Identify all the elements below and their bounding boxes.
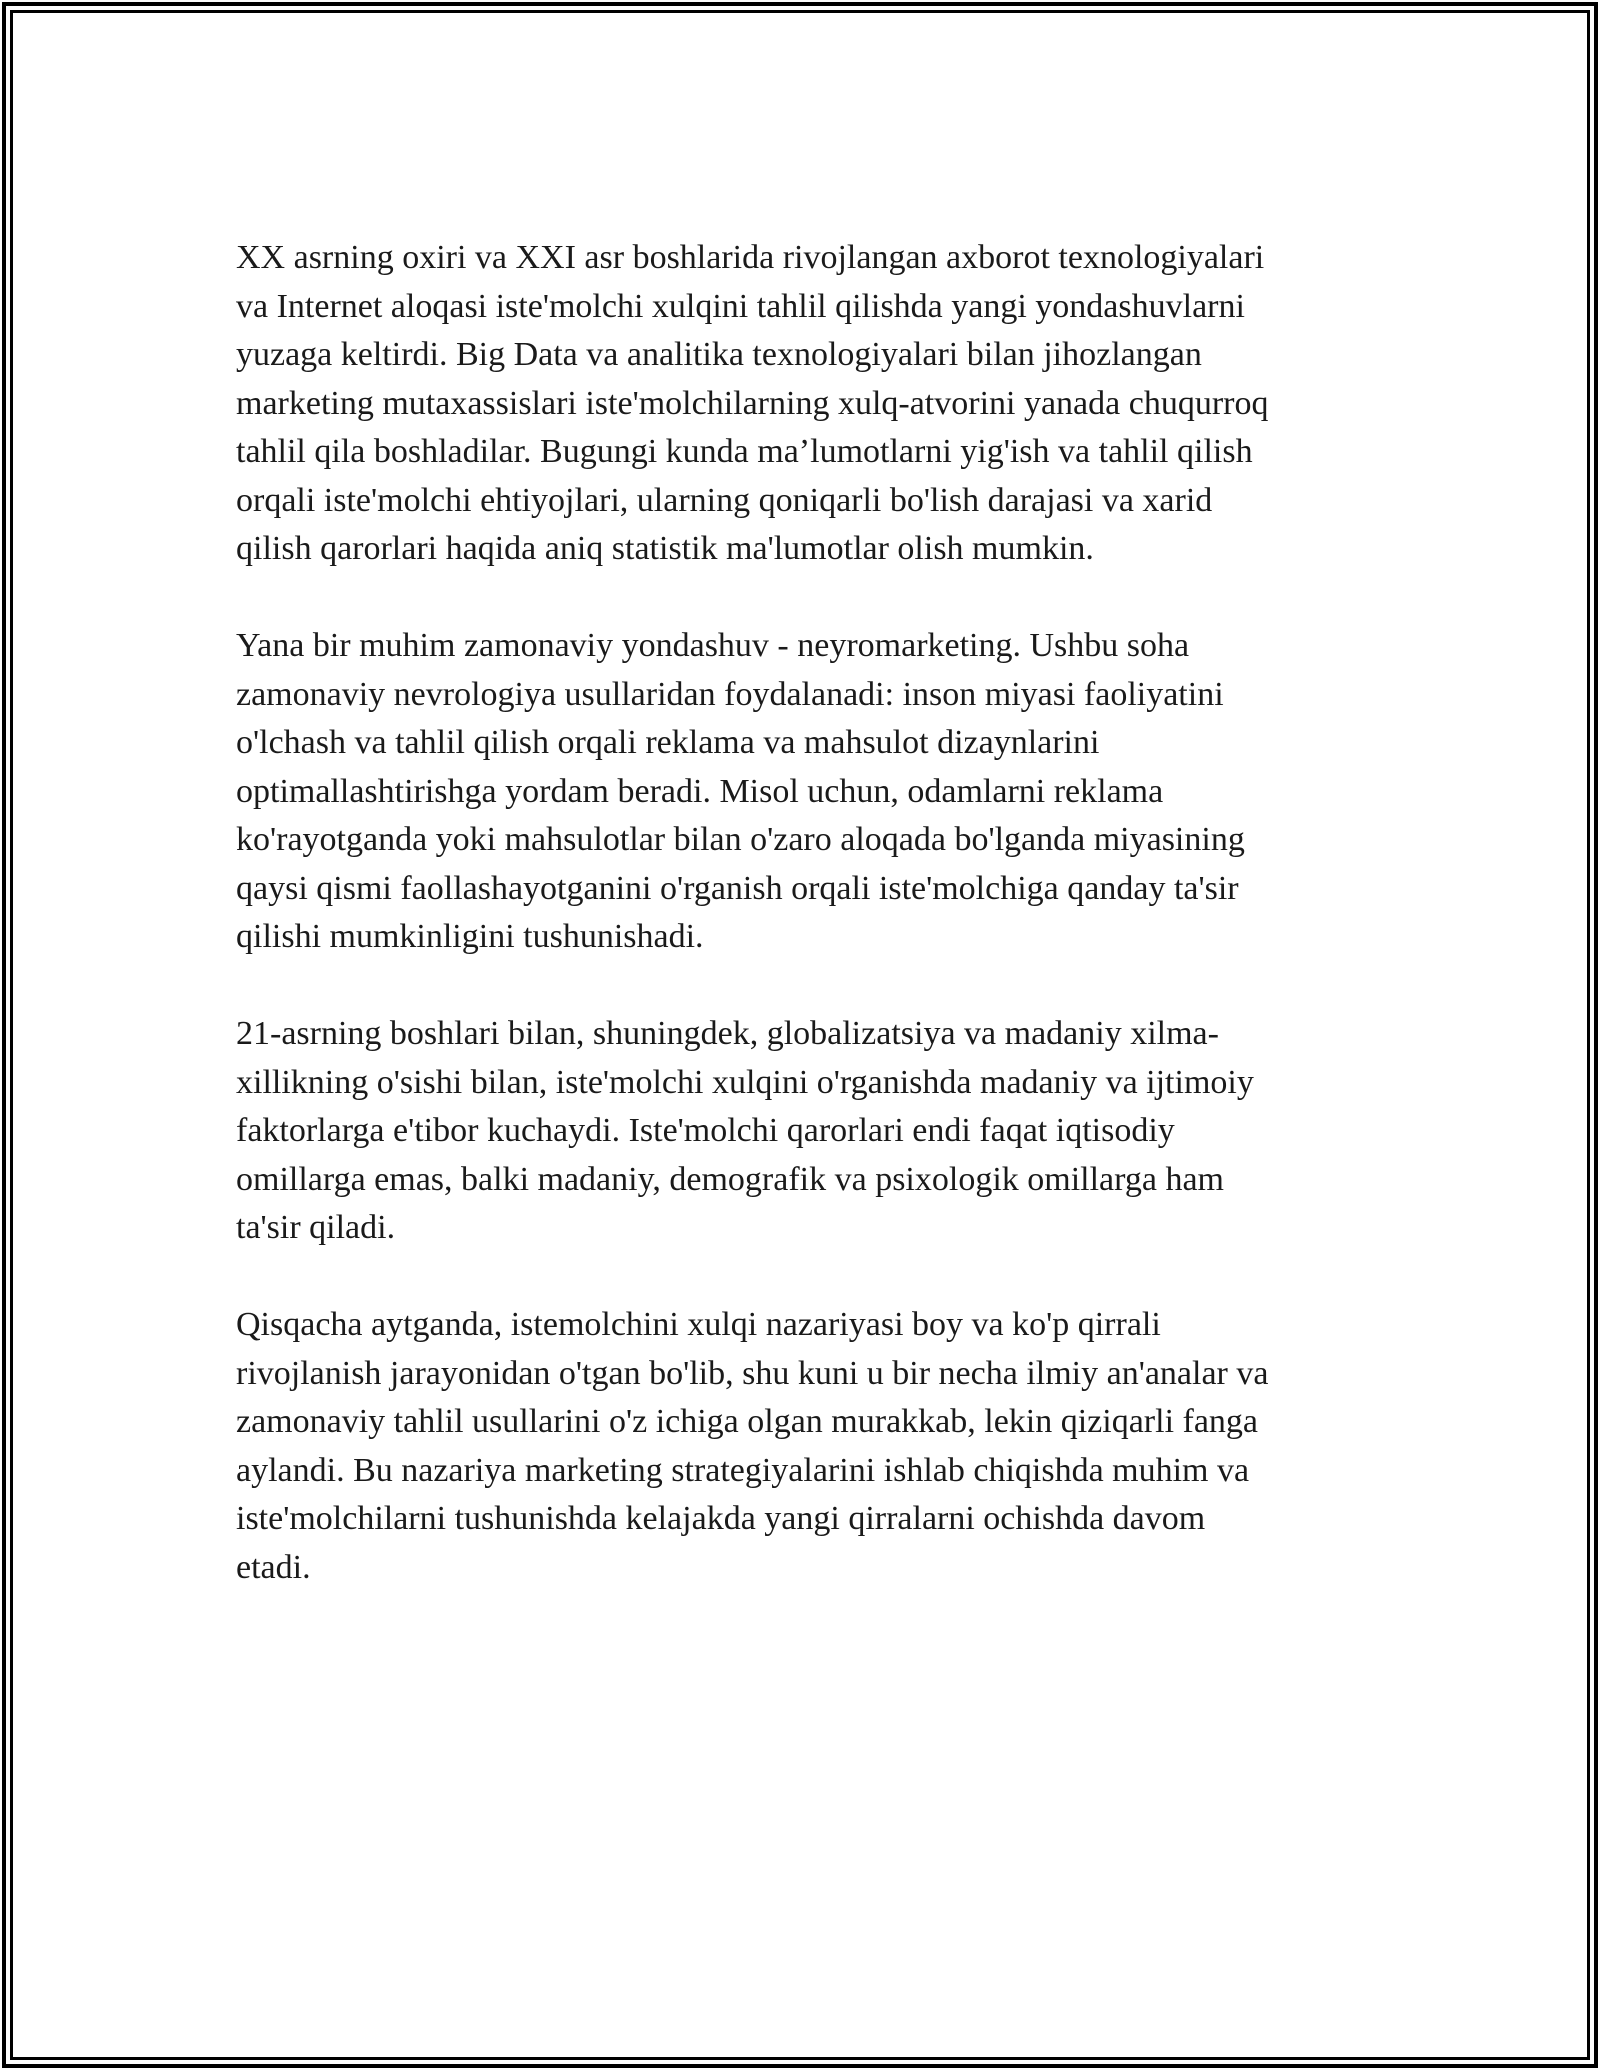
text-line: qilish qarorlari haqida aniq statistik ma'lumotlar olish mumkin. (236, 530, 1094, 567)
text-line: ta'sir qiladi. (236, 1209, 396, 1246)
text-line: optimallashtirishga yordam beradi. Misol uchun, odamlarni reklama (236, 772, 1164, 810)
text-line: zamonaviy nevrologiya usullaridan foydalanadi: inson miyasi faoliyatini (236, 675, 1224, 713)
paragraph-3 (236, 1010, 1366, 1253)
text-line: XX asrning oxiri va XXI asr boshlarida rivojlangan axborot texnologiyalari (236, 239, 1265, 276)
text-line: va Internet aloqasi iste'molchi xulqini tahlil qilishda yangi yondashuvlarni (236, 287, 1245, 325)
paragraph-2 (236, 622, 1366, 962)
text-line: qilishi mumkinligini tushunishadi. (236, 918, 704, 955)
text-line: iste'molchilarni tushunishda kelajakda yangi qirralarni ochishda davom (236, 1500, 1206, 1537)
text-line: aylandi. Bu nazariya marketing strategiyalarini ishlab chiqishda muhim va (236, 1451, 1250, 1489)
text-line: o'lchash va tahlil qilish orqali reklama va mahsulot dizaynlarini (236, 724, 1100, 761)
text-line: qaysi qismi faollashayotganini o'rganish orqali iste'molchiga qanday ta'sir (236, 869, 1239, 907)
text-line: Qisqacha aytganda, istemolchini xulqi nazariyasi boy va ko'p qirrali (236, 1306, 1161, 1343)
text-line: yuzaga keltirdi. Big Data va analitika texnologiyalari bilan jihozlangan (236, 336, 1202, 373)
text-line: 21-asrning boshlari bilan, shuningdek, globalizatsiya va madaniy xilma- (236, 1015, 1219, 1052)
paragraph-1 (236, 234, 1366, 574)
text-line: omillarga emas, balki madaniy, demografik va psixologik omillarga ham (236, 1160, 1224, 1198)
text-line: tahlil qila boshladilar. Bugungi kunda ma’lumotlarni yig'ish va tahlil qilish (236, 433, 1253, 470)
text-line: rivojlanish jarayonidan o'tgan bo'lib, shu kuni u bir necha ilmiy an'analar va (236, 1354, 1269, 1392)
text-line: marketing mutaxassislari iste'molchilarning xulq-atvorini yanada chuqurroq (236, 384, 1269, 422)
text-line: zamonaviy tahlil usullarini o'z ichiga olgan murakkab, lekin qiziqarli fanga (236, 1403, 1259, 1440)
text-line: faktorlarga e'tibor kuchaydi. Iste'molchi qarorlari endi faqat iqtisodiy (236, 1112, 1175, 1149)
document-body (236, 234, 1366, 1641)
paragraph-4 (236, 1301, 1366, 1592)
text-line: xillikning o'sishi bilan, iste'molchi xulqini o'rganishda madaniy va ijtimoiy (236, 1063, 1254, 1101)
text-line: Yana bir muhim zamonaviy yondashuv - neyromarketing. Ushbu soha (236, 627, 1190, 664)
text-line: etadi. (236, 1548, 311, 1586)
text-line: orqali iste'molchi ehtiyojlari, ularning qoniqarli bo'lish darajasi va xarid (236, 481, 1213, 519)
text-line: ko'rayotganda yoki mahsulotlar bilan o'zaro aloqada bo'lganda miyasining (236, 821, 1245, 858)
